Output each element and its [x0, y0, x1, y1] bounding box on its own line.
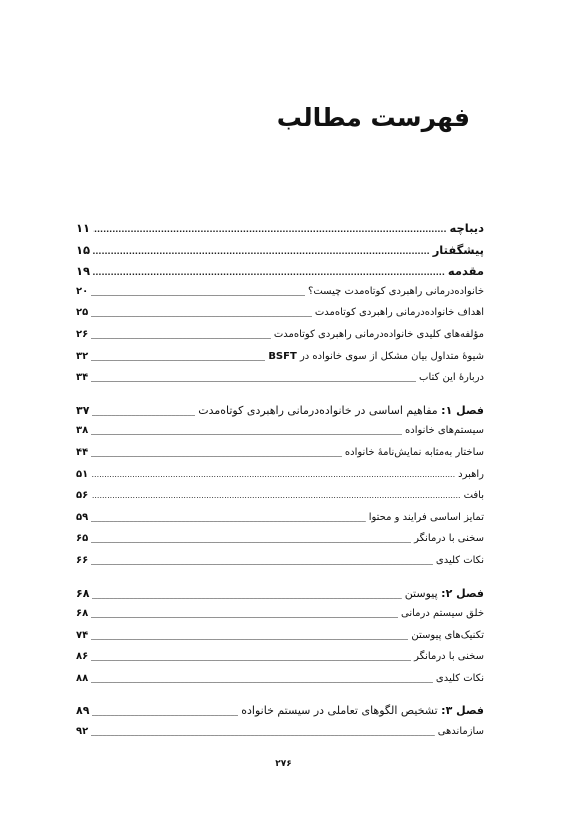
chapter-number: فصل ۲: [441, 586, 484, 600]
toc-entry-label: خانواده‌درمانی راهبردی کوتاه‌مدت چیست؟ [308, 285, 484, 297]
toc-entry-label: نکات کلیدی [435, 554, 484, 566]
chapter-number: فصل ۳: [441, 704, 484, 718]
dash-leader [91, 631, 408, 640]
dash-leader [91, 330, 271, 339]
toc-entry-label-text: شیوهٔ متداول بیان مشکل از سوی خانواده در [296, 350, 484, 362]
toc-entry-label: تمایز اساسی فرایند و محتوا [368, 511, 484, 523]
toc-subentry[interactable] [76, 425, 484, 447]
chapter-title: پیوستن [404, 586, 442, 600]
toc-page-number: ۹۲ [76, 726, 89, 738]
toc-entry-label: پیشگفتار [432, 242, 484, 257]
dot-leader [93, 247, 430, 256]
toc-subentry[interactable] [76, 512, 484, 534]
toc-subentry[interactable] [76, 307, 484, 329]
toc-entry-label: نکات کلیدی [435, 672, 484, 684]
dash-leader [91, 308, 312, 317]
dot-leader [93, 225, 446, 234]
toc-subentry[interactable] [76, 469, 484, 491]
toc-subentry[interactable] [76, 286, 484, 308]
toc-chapter-label [241, 704, 484, 717]
toc-page-number: ۳۲ [76, 350, 89, 362]
toc-subentry[interactable] [76, 555, 484, 577]
toc-page-number: ۵۶ [76, 490, 89, 502]
toc-page-number: ۳۴ [76, 372, 89, 384]
toc-chapter-1[interactable] [76, 404, 484, 426]
toc-chapter-2[interactable] [76, 587, 484, 609]
page-number-footer: ۲۷۶ [275, 759, 292, 769]
dash-leader [91, 609, 398, 618]
dash-leader [91, 426, 402, 435]
chapter-number: فصل ۱: [441, 403, 484, 417]
toc-entry-preface[interactable] [76, 221, 484, 243]
toc-subentry[interactable] [76, 329, 484, 351]
page-title: فهرست مطالب [276, 103, 470, 132]
dot-leader [91, 470, 455, 479]
toc-entry-label: راهبرد [458, 468, 484, 480]
dash-leader [91, 352, 265, 361]
dash-leader [92, 407, 195, 416]
toc-subentry[interactable] [76, 447, 484, 469]
toc-page-number: ۶۵ [76, 533, 89, 545]
toc-entry-label: دیباچه [449, 221, 484, 235]
toc-entry-introduction[interactable] [76, 264, 484, 286]
toc-entry-label: سخنی با درمانگر [414, 651, 484, 663]
toc-page-number: ۱۹ [76, 264, 91, 279]
toc-entry-label: اهداف خانواده‌درمانی راهبردی کوتاه‌مدت [314, 307, 484, 319]
toc-page-number: ۳۷ [76, 403, 90, 417]
toc-page-number: ۷۴ [76, 629, 89, 641]
toc-chapter-label [198, 404, 484, 417]
toc-entry-label: بافت [463, 490, 484, 502]
toc-page-number: ۱۱ [76, 221, 91, 235]
toc-page-number: ۵۹ [76, 511, 89, 523]
toc-page-number: ۲۰ [76, 285, 89, 297]
toc-entry-label: سیستم‌های خانواده [405, 425, 484, 437]
toc-subentry[interactable] [76, 673, 484, 695]
toc-entry-label: سخنی با درمانگر [414, 533, 484, 545]
toc-subentry[interactable] [76, 351, 484, 373]
toc-page-number: ۸۶ [76, 651, 89, 663]
toc-page-number: ۶۸ [76, 586, 90, 600]
toc-subentry[interactable] [76, 630, 484, 652]
toc-subentry[interactable] [76, 490, 484, 512]
toc-chapter-label [405, 587, 484, 600]
dash-leader [91, 674, 433, 683]
chapter-title: تشخیص الگوهای تعاملی در سیستم خانواده [241, 704, 442, 718]
toc-entry-label: مقدمه [447, 264, 484, 279]
dash-leader [91, 513, 366, 522]
toc-page-number: ۶۸ [76, 608, 89, 620]
table-of-contents [76, 221, 484, 748]
dot-leader [93, 268, 445, 277]
dash-leader [92, 590, 401, 599]
dash-leader [91, 448, 342, 457]
toc-entry-label: تکنیک‌های پیوستن [411, 629, 484, 641]
toc-page-number: ۳۸ [76, 425, 89, 437]
toc-page-number: ۸۸ [76, 672, 89, 684]
toc-subentry[interactable] [76, 651, 484, 673]
toc-page-number: ۲۶ [76, 328, 89, 340]
toc-page-number: ۵۱ [76, 468, 89, 480]
toc-entry-label: ساختار به‌مثابه نمایش‌نامهٔ خانواده [344, 446, 484, 458]
toc-subentry[interactable] [76, 533, 484, 555]
toc-entry-label: مؤلفه‌های کلیدی خانواده‌درمانی راهبردی کوتاه‌مدت [273, 328, 484, 340]
dash-leader [91, 373, 416, 382]
toc-entry-foreword[interactable] [76, 243, 484, 265]
toc-page-number: ۲۵ [76, 307, 89, 319]
toc-entry-label: خلق سیستم درمانی [401, 608, 484, 620]
dot-leader [91, 491, 460, 500]
toc-entry-label: سازماندهی [437, 726, 484, 738]
toc-entry-label: دربارهٔ این کتاب [419, 372, 484, 384]
dash-leader [91, 727, 434, 736]
toc-subentry[interactable] [76, 372, 484, 394]
toc-entry-label [268, 351, 484, 362]
dash-leader [91, 556, 433, 565]
dash-leader [91, 652, 411, 661]
toc-page-number: ۸۹ [76, 704, 90, 718]
dash-leader [92, 707, 238, 716]
toc-subentry[interactable] [76, 608, 484, 630]
acronym-bsft: BSFT [268, 350, 297, 362]
toc-subentry[interactable] [76, 726, 484, 748]
toc-page-number: ۱۵ [76, 242, 91, 257]
toc-chapter-3[interactable] [76, 704, 484, 726]
dash-leader [91, 534, 411, 543]
toc-page-number: ۴۴ [76, 446, 89, 458]
toc-page-number: ۶۶ [76, 554, 89, 566]
chapter-title: مفاهیم اساسی در خانواده‌درمانی راهبردی کوتاه‌مدت [198, 403, 442, 417]
dash-leader [91, 287, 305, 296]
